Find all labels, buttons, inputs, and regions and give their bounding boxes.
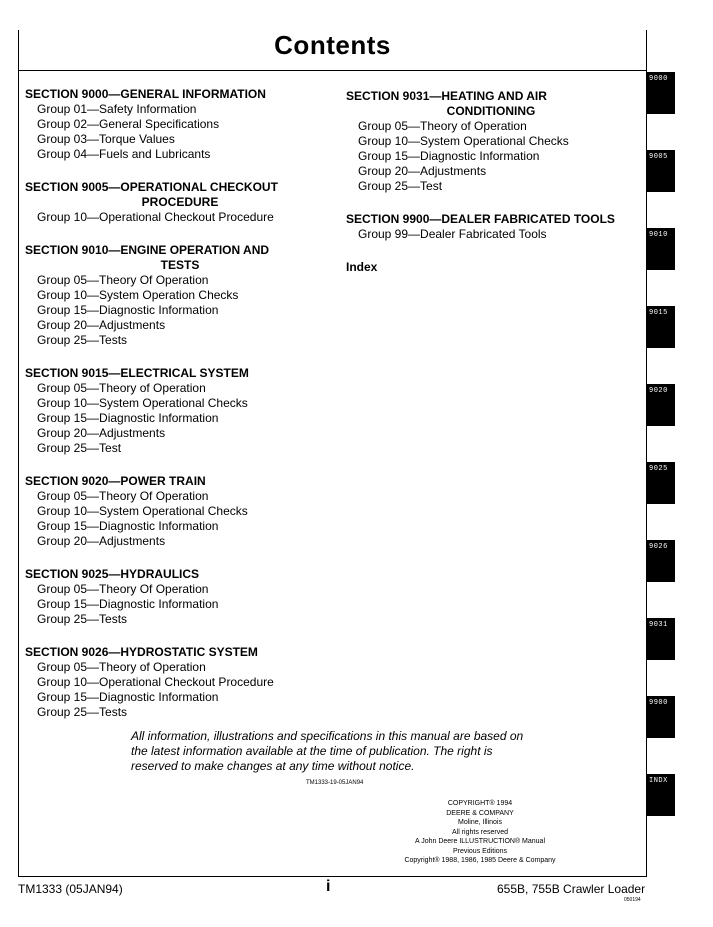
- group-item[interactable]: Group 10—System Operational Checks: [358, 134, 569, 148]
- group-item[interactable]: Group 20—Adjustments: [37, 318, 166, 332]
- group-item[interactable]: Group 10—Operational Checkout Procedure: [37, 675, 274, 689]
- group-item[interactable]: Group 10—Operational Checkout Procedure: [37, 210, 274, 224]
- section-title[interactable]: SECTION 9900—DEALER FABRICATED TOOLS: [346, 212, 615, 226]
- section-9005: [25, 180, 335, 225]
- section-9026: [25, 645, 335, 720]
- group-item[interactable]: Group 10—System Operational Checks: [37, 504, 248, 518]
- group-item[interactable]: Group 05—Theory Of Operation: [37, 273, 209, 287]
- notice-line: the latest information available at the time of publication. The right is: [131, 744, 493, 758]
- tab-9026[interactable]: 9026: [647, 540, 675, 582]
- section-title[interactable]: SECTION 9005—OPERATIONAL CHECKOUT PROCEDURE: [25, 180, 278, 209]
- section-9015: [25, 366, 335, 456]
- group-item[interactable]: Group 15—Diagnostic Information: [37, 690, 219, 704]
- group-item[interactable]: Group 25—Tests: [37, 333, 128, 347]
- footer-product-name: 655B, 755B Crawler Loader: [497, 882, 646, 896]
- copyright-line: All rights reserved: [451, 828, 509, 836]
- tab-9005[interactable]: 9005: [647, 150, 675, 192]
- section-9025: [25, 567, 335, 627]
- notice-text: [131, 729, 551, 774]
- header-rule: [18, 70, 647, 71]
- notice-line: All information, illustrations and specifications in this manual are based on: [131, 729, 524, 743]
- group-item[interactable]: Group 25—Tests: [37, 705, 128, 719]
- footer-rule: [18, 876, 647, 877]
- group-item[interactable]: Group 10—System Operational Checks: [37, 396, 248, 410]
- notice-line: reserved to make changes at any time without notice.: [131, 759, 415, 773]
- section-title[interactable]: SECTION 9015—ELECTRICAL SYSTEM: [25, 366, 249, 380]
- tab-9010[interactable]: 9010: [647, 228, 675, 270]
- group-item[interactable]: Group 25—Tests: [37, 612, 128, 626]
- footer-manual-id: TM1333 (05JAN94): [18, 882, 123, 896]
- section-9000: [25, 87, 335, 162]
- group-item[interactable]: Group 20—Adjustments: [37, 534, 166, 548]
- tab-9000[interactable]: 9000: [647, 72, 675, 114]
- page-title: Contents: [274, 30, 391, 60]
- section-title[interactable]: SECTION 9026—HYDROSTATIC SYSTEM: [25, 645, 258, 659]
- group-item[interactable]: Group 99—Dealer Fabricated Tools: [358, 227, 547, 241]
- copyright-line: Copyright® 1988, 1986, 1985 Deere & Company: [404, 857, 556, 864]
- group-item[interactable]: Group 02—General Specifications: [37, 117, 220, 131]
- group-item[interactable]: Group 15—Diagnostic Information: [37, 411, 219, 425]
- copyright-line: A John Deere ILLUSTRUCTION® Manual: [414, 838, 546, 845]
- section-title[interactable]: SECTION 9025—HYDRAULICS: [25, 567, 200, 581]
- section-9031: [346, 89, 636, 194]
- right-column: [346, 89, 636, 274]
- group-item[interactable]: Group 03—Torque Values: [37, 132, 175, 146]
- copyright-line: DEERE & COMPANY: [446, 809, 514, 817]
- group-item[interactable]: Group 15—Diagnostic Information: [37, 597, 219, 611]
- group-item[interactable]: Group 05—Theory Of Operation: [37, 489, 209, 503]
- copyright-block: [380, 799, 580, 866]
- group-item[interactable]: Group 20—Adjustments: [37, 426, 166, 440]
- index-link[interactable]: Index: [346, 260, 378, 274]
- group-item[interactable]: Group 15—Diagnostic Information: [37, 519, 219, 533]
- tab-9900[interactable]: 9900: [647, 696, 675, 738]
- group-item[interactable]: Group 15—Diagnostic Information: [37, 303, 219, 317]
- tab-9031[interactable]: 9031: [647, 618, 675, 660]
- group-item[interactable]: Group 10—System Operation Checks: [37, 288, 239, 302]
- group-item[interactable]: Group 25—Test: [37, 441, 122, 455]
- tab-index[interactable]: INDX: [647, 774, 675, 816]
- section-title[interactable]: SECTION 9031—HEATING AND AIR CONDITIONING: [346, 89, 547, 118]
- tm-code: TM1333-19-05JAN94: [306, 780, 364, 786]
- tab-9025[interactable]: 9025: [647, 462, 675, 504]
- copyright-line: Moline, Illinois: [458, 819, 502, 826]
- group-item[interactable]: Group 25—Test: [358, 179, 443, 193]
- section-title[interactable]: SECTION 9000—GENERAL INFORMATION: [25, 87, 266, 101]
- section-9900: [346, 212, 636, 242]
- section-9010: [25, 243, 335, 348]
- group-item[interactable]: Group 05—Theory of Operation: [37, 381, 206, 395]
- group-item[interactable]: Group 20—Adjustments: [358, 164, 487, 178]
- section-9020: [25, 474, 335, 549]
- left-column: [25, 87, 335, 738]
- section-title[interactable]: SECTION 9010—ENGINE OPERATION AND TESTS: [25, 243, 270, 272]
- group-item[interactable]: Group 05—Theory Of Operation: [37, 582, 209, 596]
- group-item[interactable]: Group 05—Theory of Operation: [37, 660, 206, 674]
- footer-page-number: i: [326, 878, 331, 895]
- tab-9015[interactable]: 9015: [647, 306, 675, 348]
- copyright-line: Previous Editions: [452, 847, 508, 855]
- group-item[interactable]: Group 05—Theory of Operation: [358, 119, 527, 133]
- copyright-line: COPYRIGHT® 1994: [447, 800, 513, 807]
- group-item[interactable]: Group 15—Diagnostic Information: [358, 149, 540, 163]
- footer-code: 050194: [624, 897, 641, 903]
- body-left-line: [18, 70, 19, 876]
- tab-9020[interactable]: 9020: [647, 384, 675, 426]
- section-title[interactable]: SECTION 9020—POWER TRAIN: [25, 474, 206, 488]
- group-item[interactable]: Group 01—Safety Information: [37, 102, 197, 116]
- group-item[interactable]: Group 04—Fuels and Lubricants: [37, 147, 211, 161]
